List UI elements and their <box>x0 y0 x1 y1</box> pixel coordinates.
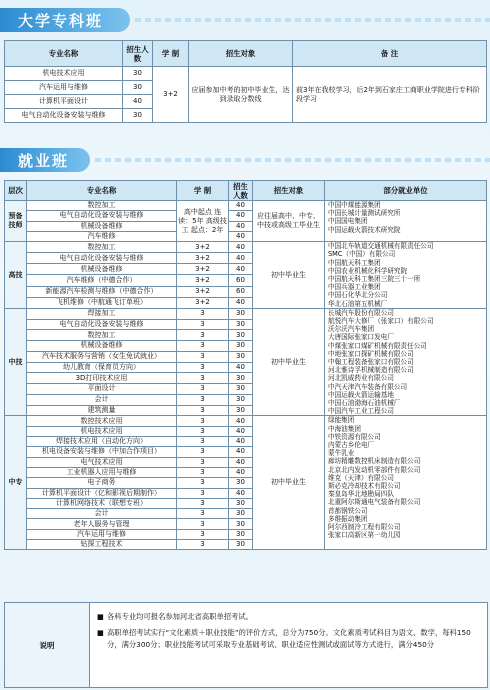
employer-item: 北重阿尔斯通电气装备有限公司 <box>328 498 421 507</box>
employer-item: 中国汽车工业工程公司 <box>328 407 394 416</box>
major-cell: 机械设备维修 <box>27 264 177 275</box>
employers-cell <box>325 416 487 550</box>
employer-item: 中国长城计量测试研究所 <box>328 209 401 218</box>
note-line <box>97 627 483 651</box>
major-cell: 汽车维修（中德合作） <box>27 275 177 286</box>
major-cell: 建筑测量 <box>27 405 177 416</box>
count-cell: 30 <box>229 498 253 508</box>
notes-text <box>97 611 483 651</box>
employer-item: 中国石油渤海石油机械厂 <box>328 399 401 408</box>
level-cell: 中专 <box>5 416 27 550</box>
count-cell: 30 <box>229 394 253 405</box>
major-cell: 汽车技术服务与营销（女生免试就业） <box>27 351 177 362</box>
major-cell: 工业机器人应用与维修 <box>27 467 177 477</box>
major-cell: 老年人服务与管理 <box>27 519 177 529</box>
duration-cell: 3 <box>177 529 229 539</box>
employment-section-title: 就业班 <box>18 152 70 170</box>
count-cell: 40 <box>229 264 253 275</box>
count-cell: 40 <box>229 297 253 308</box>
duration-cell: 3 <box>177 540 229 550</box>
duration-cell: 3+2 <box>153 67 189 123</box>
table-row <box>5 201 487 211</box>
major-cell: 计算机网络技术（联想专班） <box>27 498 177 508</box>
major-cell: 计算机平面设计 <box>5 95 123 109</box>
table-row <box>5 242 487 253</box>
employer-item: 中翰工程装备张家口有限公司 <box>328 358 414 367</box>
major-cell: 数控加工 <box>27 201 177 211</box>
employer-item: 斯必克冷却技术有限公司 <box>328 482 401 491</box>
target-cell: 应往届高中、中专、中技或高级工毕业生 <box>253 201 325 242</box>
count-cell: 40 <box>229 242 253 253</box>
count-cell: 30 <box>229 319 253 330</box>
employer-item: 中国中煤能源集团 <box>328 201 381 209</box>
duration-cell: 3 <box>177 467 229 477</box>
duration-cell: 3+2 <box>177 297 229 308</box>
employer-item: 大唐国际张家口发电厂 <box>328 333 394 342</box>
table-row <box>5 416 487 426</box>
employer-item: 北京北内发动机零部件有限公司 <box>328 465 421 474</box>
employer-item: 河北雅诗孚机械制造有限公司 <box>328 366 414 375</box>
college-section-banner <box>0 4 490 34</box>
employer-item: 廊坊精雕数控机床制造有限公司 <box>328 457 421 466</box>
col-header-major: 专业名称 <box>27 181 177 201</box>
target-cell: 初中毕业生 <box>253 308 325 416</box>
duration-cell: 3 <box>177 308 229 319</box>
major-cell: 汽车运用与维修 <box>5 81 123 95</box>
count-cell: 30 <box>229 384 253 395</box>
employer-item: 华北石油第五机械厂 <box>328 299 388 308</box>
duration-cell: 3 <box>177 426 229 436</box>
notes-box <box>4 602 488 688</box>
count-cell: 40 <box>229 426 253 436</box>
count-cell: 30 <box>123 109 153 123</box>
major-cell: 焊接加工 <box>27 308 177 319</box>
employer-item: SMC（中国）有限公司 <box>328 250 396 259</box>
count-cell: 40 <box>229 488 253 498</box>
count-cell: 30 <box>123 81 153 95</box>
duration-cell: 3 <box>177 457 229 467</box>
count-cell: 40 <box>229 221 253 231</box>
count-cell: 40 <box>229 447 253 457</box>
target-cell: 应届参加中考的初中毕业生，达到录取分数线 <box>189 67 293 123</box>
count-cell: 30 <box>123 67 153 81</box>
duration-cell: 3 <box>177 509 229 519</box>
duration-cell: 高中起点 连读：5年 高级技工 起点：2年 <box>177 201 229 242</box>
college-section-title: 大学专科班 <box>18 12 104 30</box>
employer-item: 首都钢铁公司 <box>328 506 368 515</box>
duration-cell: 3 <box>177 394 229 405</box>
duration-cell: 3 <box>177 488 229 498</box>
major-cell: 机电设备安装与维修（中加合作项目） <box>27 447 177 457</box>
remark-cell: 前3年在我校学习，后2年到石家庄工商职业学院进行专科阶段学习 <box>293 67 487 123</box>
duration-cell: 3 <box>177 373 229 384</box>
count-cell: 30 <box>229 405 253 416</box>
major-cell: 数控加工 <box>27 242 177 253</box>
duration-cell: 3 <box>177 405 229 416</box>
duration-cell: 3 <box>177 447 229 457</box>
major-cell: 机械设备维修 <box>27 341 177 352</box>
duration-cell: 3 <box>177 519 229 529</box>
col-header-count: 招生人数 <box>229 181 253 201</box>
count-cell: 40 <box>229 457 253 467</box>
duration-cell: 3+2 <box>177 264 229 275</box>
col-header-level: 层次 <box>5 181 27 201</box>
major-cell: 飞机维修（中航通飞订单班） <box>27 297 177 308</box>
employer-item: 中国北车轨道交通机械有限责任公司 <box>328 242 434 251</box>
employer-item: 中铁资源有限公司 <box>328 432 381 441</box>
employer-item: 中国国电集团 <box>328 217 368 226</box>
employer-item: 秦皇岛华北地勘局四队 <box>328 490 394 499</box>
duration-cell: 3 <box>177 319 229 330</box>
employer-item: 中煤张家口煤矿机械有限责任公司 <box>328 341 427 350</box>
count-cell: 60 <box>229 286 253 297</box>
count-cell: 30 <box>229 509 253 519</box>
employer-item: 中国航天科工集团三院三十一所 <box>328 275 421 283</box>
level-cell: 高技 <box>5 242 27 309</box>
employment-table <box>4 180 487 550</box>
duration-cell: 3 <box>177 351 229 362</box>
employer-item: 中国农业机械化科学研究院 <box>328 266 408 275</box>
count-cell: 40 <box>229 231 253 241</box>
major-cell: 焊接技术应用（自动化方向） <box>27 437 177 447</box>
bullet-icon: ■ <box>97 628 104 637</box>
college-table <box>4 40 487 123</box>
major-cell: 电子商务 <box>27 478 177 488</box>
employer-item: 中国石化华北分公司 <box>328 291 388 300</box>
employer-item: 长城汽车股份有限公司 <box>328 308 394 317</box>
duration-cell: 3 <box>177 330 229 341</box>
employers-cell <box>325 242 487 309</box>
duration-cell: 3+2 <box>177 242 229 253</box>
duration-cell: 3 <box>177 437 229 447</box>
count-cell: 30 <box>229 529 253 539</box>
employer-item: 绿能集团 <box>328 416 355 425</box>
major-cell: 数控技术应用 <box>27 416 177 426</box>
duration-cell: 3 <box>177 341 229 352</box>
major-cell: 电气自动化设备安装与维修 <box>5 109 123 123</box>
note-line-text: 高职单招考试实行“文化素质＋职业技能”的评价方式，总分为750分。文化素质考试科目为语文、数学，每科150分，满分300分；职业技能考试可采取专业基础考试、职业适应性测试或面试等方式进行，满分450分 <box>107 628 471 649</box>
target-cell: 初中毕业生 <box>253 416 325 550</box>
employer-item: 中汽天津汽车装备有限公司 <box>328 382 408 391</box>
level-cell: 预备技师 <box>5 201 27 242</box>
major-cell: 平面设计 <box>27 384 177 395</box>
major-cell: 电气自动化设备安装与维修 <box>27 253 177 264</box>
major-cell: 汽车维修 <box>27 231 177 241</box>
employment-section-banner <box>0 144 490 174</box>
count-cell: 30 <box>229 519 253 529</box>
count-cell: 40 <box>229 211 253 221</box>
count-cell: 30 <box>229 308 253 319</box>
count-cell: 40 <box>123 95 153 109</box>
employer-item: 张家口高新区第一幼儿园 <box>328 531 401 540</box>
count-cell: 40 <box>229 253 253 264</box>
employer-item: 河北凯威药业有限公司 <box>328 374 394 383</box>
employer-item: 中海油集团 <box>328 424 361 433</box>
table-row <box>5 308 487 319</box>
count-cell: 40 <box>229 201 253 211</box>
major-cell: 数控加工 <box>27 330 177 341</box>
target-cell: 初中毕业生 <box>253 242 325 309</box>
count-cell: 30 <box>229 351 253 362</box>
duration-cell: 3 <box>177 478 229 488</box>
major-cell: 机械设备维修 <box>27 221 177 231</box>
count-cell: 40 <box>229 467 253 477</box>
major-cell: 会计 <box>27 509 177 519</box>
count-cell: 60 <box>229 275 253 286</box>
count-cell: 40 <box>229 416 253 426</box>
employer-item: 阿尔西制冷工程有限公司 <box>328 523 401 532</box>
count-cell: 30 <box>229 478 253 488</box>
employer-item: 中地张家口探矿机械有限公司 <box>328 349 414 358</box>
level-cell: 中技 <box>5 308 27 416</box>
employer-item: 中国运载火箭技术研究院 <box>328 225 401 234</box>
count-cell: 30 <box>229 330 253 341</box>
employer-item: 沃尔沃汽车集团 <box>328 325 375 334</box>
duration-cell: 3+2 <box>177 253 229 264</box>
major-cell: 电气自动化设备安装与维修 <box>27 211 177 221</box>
bullet-icon: ■ <box>97 612 104 621</box>
duration-cell: 3 <box>177 416 229 426</box>
major-cell: 会计 <box>27 394 177 405</box>
notes-label: 说明 <box>5 603 90 687</box>
employer-item: 蒙牛乳业 <box>328 449 355 458</box>
duration-cell: 3 <box>177 384 229 395</box>
col-header-remark: 备 注 <box>293 41 487 67</box>
count-cell: 30 <box>229 373 253 384</box>
duration-cell: 3 <box>177 362 229 373</box>
employer-item: 维克（天津）有限公司 <box>328 473 394 482</box>
count-cell: 30 <box>229 341 253 352</box>
employer-item: 内蒙古乡伦电厂 <box>328 441 375 450</box>
col-header-employers: 部分就业单位 <box>325 181 487 201</box>
count-cell: 30 <box>229 540 253 550</box>
count-cell: 40 <box>229 362 253 373</box>
employers-cell <box>325 308 487 416</box>
major-cell: 机电技术应用 <box>5 67 123 81</box>
col-header-target: 招生对象 <box>189 41 293 67</box>
major-cell: 电气技术应用 <box>27 457 177 467</box>
col-header-target: 招生对象 <box>253 181 325 201</box>
employer-item: 中国航天科工集团 <box>328 258 381 267</box>
duration-cell: 3 <box>177 498 229 508</box>
major-cell: 电气自动化设备安装与维修 <box>27 319 177 330</box>
note-line <box>97 611 483 623</box>
major-cell: 计算机平面设计（亿和影视后期制作） <box>27 488 177 498</box>
employer-item: 中国运载火箭运输基地 <box>328 390 394 399</box>
employer-item: 多维振动集团 <box>328 514 368 523</box>
major-cell: 机电技术应用 <box>27 426 177 436</box>
employer-item: 中国兵器工业集团 <box>328 283 381 292</box>
major-cell: 钻探工程技术 <box>27 540 177 550</box>
major-cell: 新能源汽车检测与维修（中德合作） <box>27 286 177 297</box>
duration-cell: 3+2 <box>177 286 229 297</box>
count-cell: 40 <box>229 437 253 447</box>
employer-item: 航悦汽车大修厂（张家口）有限公司 <box>328 317 434 326</box>
major-cell: 幼儿教育（保育员方向） <box>27 362 177 373</box>
major-cell: 汽车运用与维修 <box>27 529 177 539</box>
col-header-duration: 学 制 <box>153 41 189 67</box>
employers-cell <box>325 201 487 242</box>
note-line-text: 各科专业均可报名参加河北省高职单招考试。 <box>107 612 253 621</box>
duration-cell: 3+2 <box>177 275 229 286</box>
col-header-major: 专业名称 <box>5 41 123 67</box>
col-header-duration: 学 制 <box>177 181 229 201</box>
col-header-count: 招生人数 <box>123 41 153 67</box>
major-cell: 3D打印技术应用 <box>27 373 177 384</box>
